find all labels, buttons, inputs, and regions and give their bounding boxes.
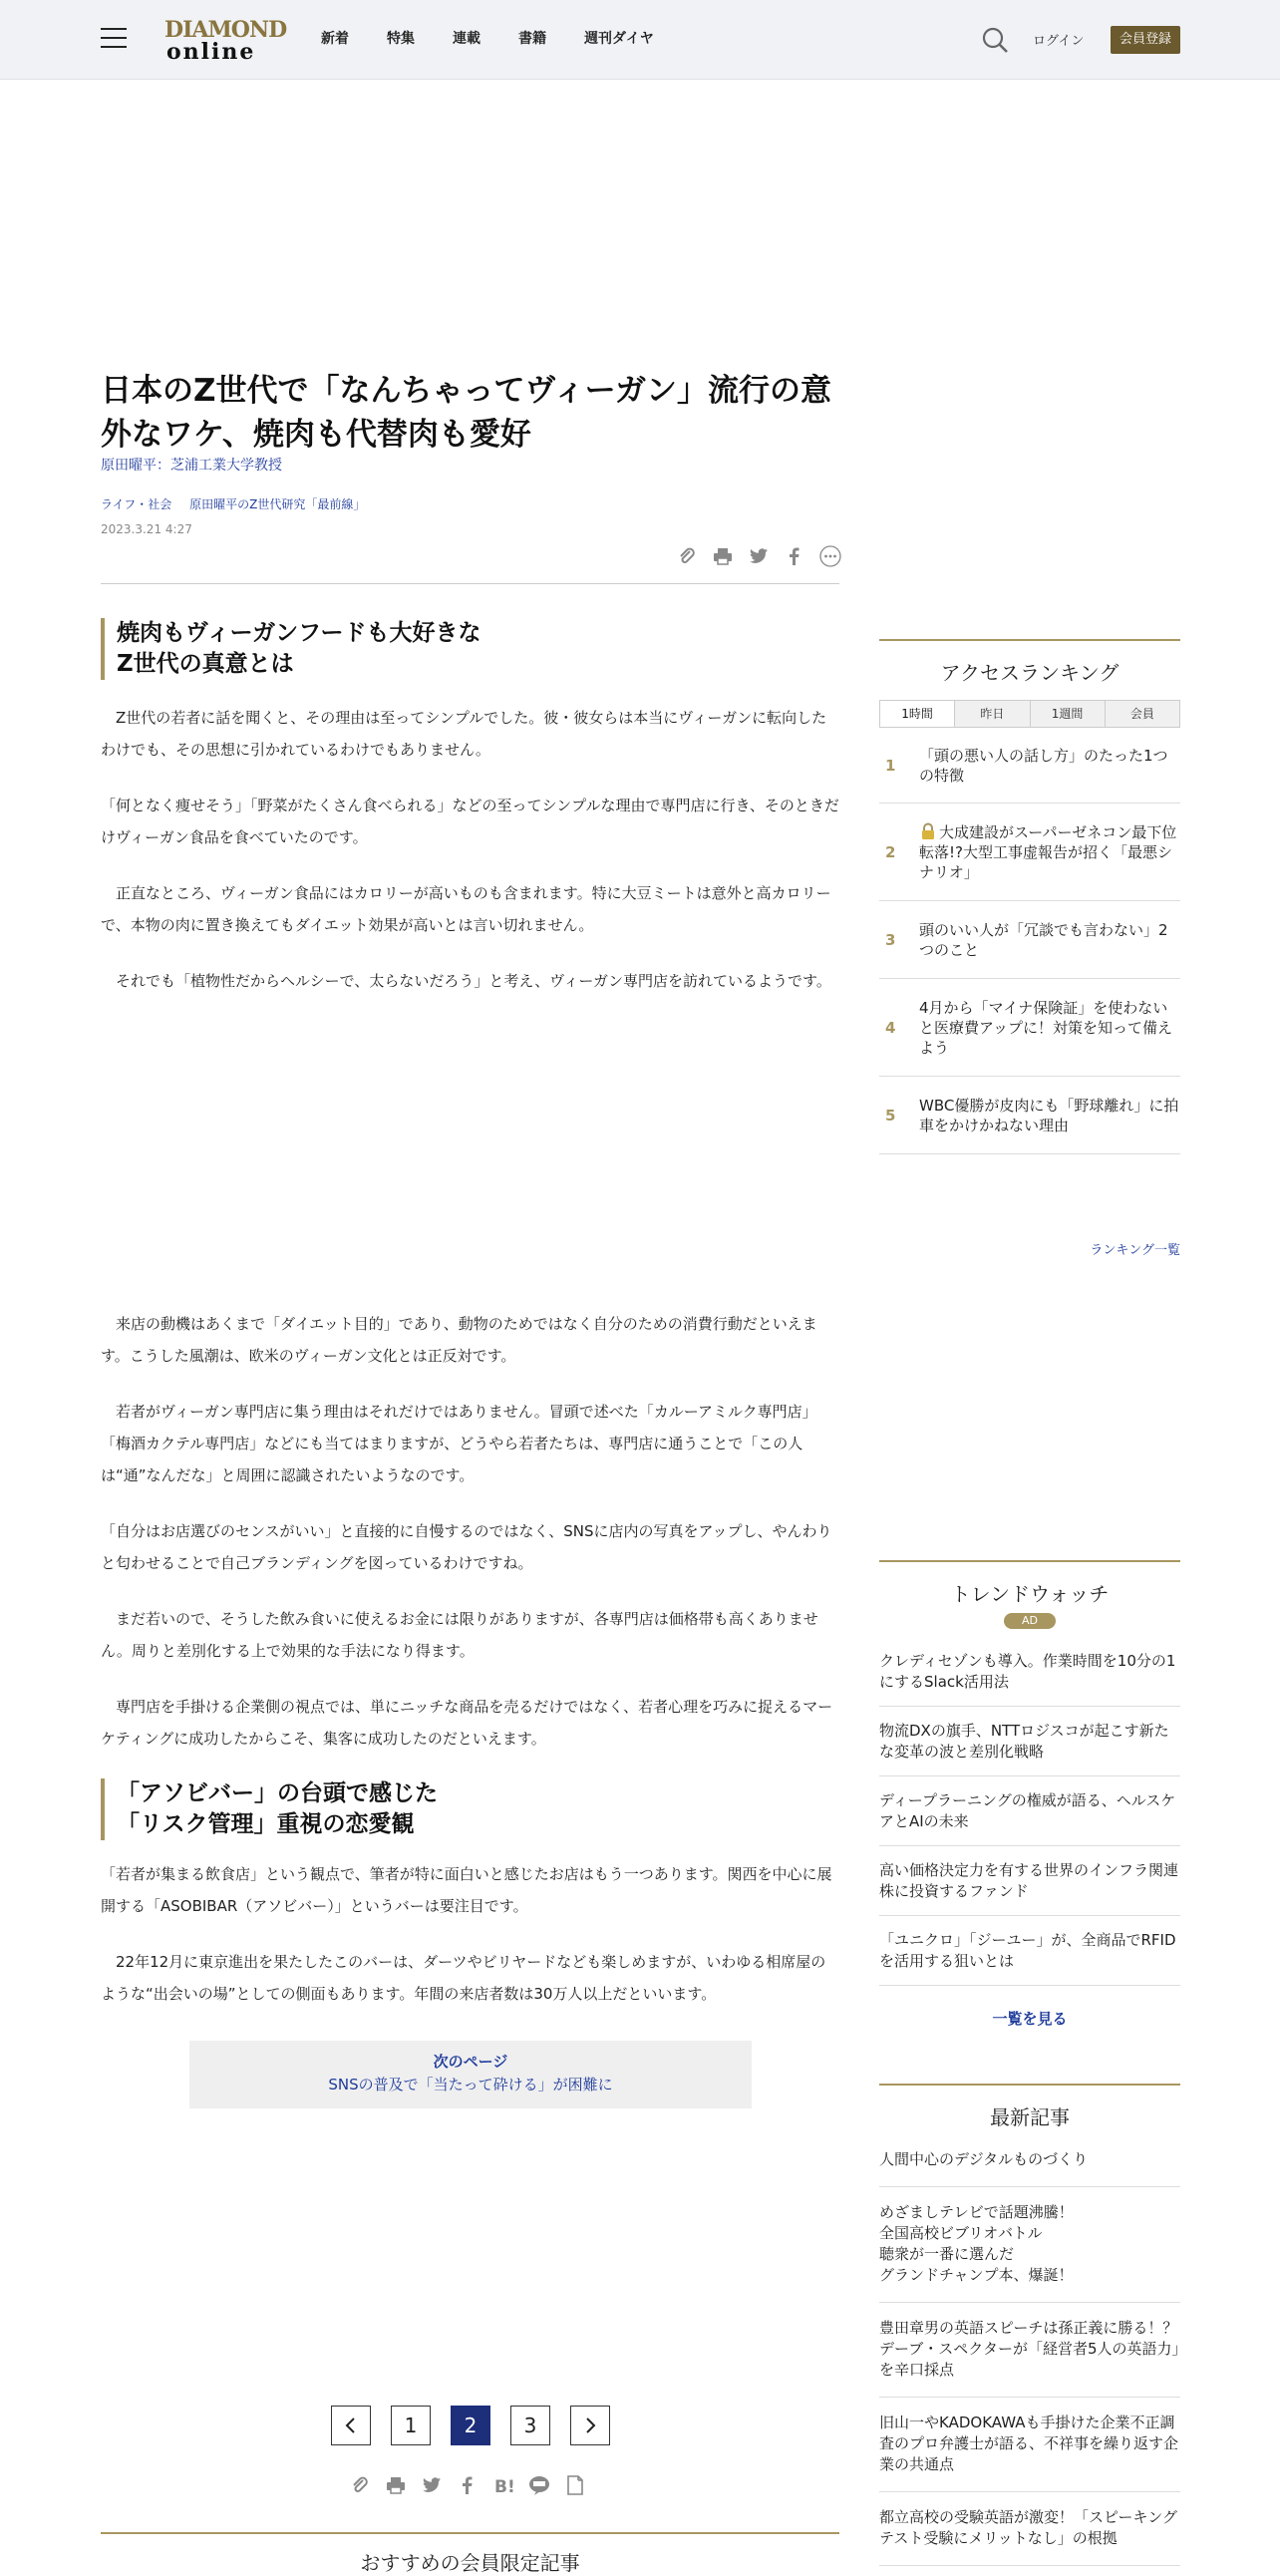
svg-text:B!: B! bbox=[494, 2477, 515, 2497]
nav-feature[interactable]: 特集 bbox=[387, 31, 415, 47]
logo-line1: DIAMOND bbox=[164, 17, 287, 43]
ranking-more-link[interactable]: ランキング一覧 bbox=[1090, 1243, 1180, 1258]
pocket-note-icon[interactable] bbox=[564, 2474, 586, 2496]
twitter-icon[interactable] bbox=[421, 2474, 443, 2496]
clip-icon[interactable] bbox=[349, 2474, 371, 2496]
share-bar-bottom bbox=[349, 2474, 600, 2496]
rank-text-wrap bbox=[919, 822, 1180, 882]
latest-item[interactable]: 豊田章男の英語スピーチは孫正義に勝る！？デーブ・スペクターが「経営者5人の英語力」を辛口採点 bbox=[879, 2303, 1180, 2398]
rank-number: 3 bbox=[885, 930, 896, 949]
ranking-item[interactable] bbox=[879, 804, 1180, 901]
ad-badge: AD bbox=[1004, 1613, 1056, 1629]
recommend-title: おすすめの会員限定記事 bbox=[360, 2551, 580, 2575]
divider bbox=[101, 2532, 839, 2534]
heading-line: 「アソビバー」の台頭で感じた bbox=[117, 1780, 438, 1806]
ranking-tabs bbox=[879, 700, 1180, 728]
ranking-item[interactable] bbox=[879, 979, 1180, 1077]
heading-line: 焼肉もヴィーガンフードも大好きな bbox=[117, 620, 481, 646]
latest-articles bbox=[879, 2084, 1180, 2566]
tab-hour[interactable]: 1時間 bbox=[880, 701, 954, 727]
tab-yesterday[interactable]: 昨日 bbox=[954, 701, 1029, 727]
nav-new[interactable]: 新着 bbox=[321, 31, 349, 47]
prev-page-button[interactable] bbox=[331, 2406, 371, 2445]
rank-text: 4月から「マイナ保険証」を使わないと医療費アップに！対策を知って備えよう bbox=[919, 998, 1172, 1057]
trend-item[interactable]: クレディセゾンも導入。作業時間を10分の1にするSlack活用法 bbox=[879, 1637, 1180, 1707]
rank-text: 頭のいい人が「冗談でも言わない」2つのこと bbox=[919, 920, 1168, 959]
divider bbox=[879, 639, 1180, 641]
pagination bbox=[331, 2406, 630, 2445]
login-link[interactable]: ログイン bbox=[1033, 34, 1085, 49]
article-author[interactable]: 原田曜平：芝浦工業大学教授 bbox=[101, 458, 282, 474]
rank-number: 1 bbox=[885, 756, 896, 775]
paragraph: それでも「植物性だからヘルシーで、太らないだろう」と考え、ヴィーガン専門店を訪れているようです。 bbox=[116, 972, 831, 990]
divider bbox=[879, 2084, 1180, 2086]
main-nav bbox=[321, 28, 692, 48]
divider bbox=[101, 583, 839, 584]
rank-number: 2 bbox=[885, 842, 896, 861]
site-header bbox=[0, 0, 1280, 80]
tab-week[interactable]: 1週間 bbox=[1030, 701, 1105, 727]
trend-item[interactable]: 高い価格決定力を有する世界のインフラ関連株に投資するファンド bbox=[879, 1846, 1180, 1916]
trend-watch bbox=[879, 1560, 1180, 2029]
line-icon[interactable] bbox=[528, 2474, 550, 2496]
lock-icon bbox=[919, 822, 937, 840]
ranking-title: アクセスランキング bbox=[940, 661, 1120, 685]
trend-item[interactable]: ディープラーニングの権威が語る、ヘルスケアとAIの未来 bbox=[879, 1776, 1180, 1846]
divider bbox=[879, 1560, 1180, 1562]
trend-item[interactable]: 物流DXの旗手、NTTロジスコが起こす新たな変革の波と差別化戦略 bbox=[879, 1707, 1180, 1776]
share-bar-top bbox=[662, 545, 841, 567]
paragraph: 22年12月に東京進出を果たしたこのバーは、ダーツやビリヤードなども楽しめますが、いわゆる相席屋のような“出会いの場”としての側面もあります。年間の来店者数は30万人以上だといいます。 bbox=[101, 1953, 826, 2003]
page-3-button[interactable]: 3 bbox=[510, 2406, 550, 2445]
article-date: 2023.3.21 4:27 bbox=[101, 522, 192, 536]
nav-series[interactable]: 連載 bbox=[453, 31, 480, 47]
facebook-icon[interactable] bbox=[457, 2474, 479, 2496]
access-ranking bbox=[879, 639, 1180, 1154]
paragraph: 「自分はお店選びのセンスがいい」と直接的に自慢するのではなく、SNSに店内の写真をアップし、やんわりと匂わせることで自己ブランディングを図っているわけですね。 bbox=[101, 1522, 832, 1572]
ranking-item[interactable] bbox=[879, 1077, 1180, 1154]
article-categories bbox=[101, 495, 379, 512]
logo-line2: online bbox=[166, 39, 256, 65]
paragraph: 若者がヴィーガン専門店に集う理由はそれだけではありません。冒頭で述べた「カルーアミルク専門店」「梅酒カクテル専門店」などにも当てはまりますが、どうやら若者たちは、専門店に通うことで「この人は“通”なんだな」と周囲に認識されたいようなのです。 bbox=[101, 1403, 817, 1484]
paragraph: 専門店を手掛ける企業側の視点では、単にニッチな商品を売るだけではなく、若者心理を巧みに捉えるマーケティングに成功したからこそ、集客に成功したのだといえます。 bbox=[101, 1698, 833, 1748]
more-share-icon[interactable] bbox=[819, 545, 841, 567]
site-logo[interactable] bbox=[164, 17, 287, 65]
heading-line: Z世代の真意とは bbox=[117, 651, 294, 677]
latest-item[interactable]: 人間中心のデジタルものづくり bbox=[879, 2134, 1180, 2187]
section-heading-2 bbox=[101, 1778, 818, 1840]
article-title: 日本のZ世代で「なんちゃってヴィーガン」流行の意外なワケ、焼肉も代替肉も愛好 bbox=[101, 373, 831, 453]
trend-title: トレンドウォッチ bbox=[950, 1582, 1110, 1606]
facebook-icon[interactable] bbox=[784, 545, 805, 567]
hatena-bookmark-icon[interactable] bbox=[492, 2474, 514, 2496]
rank-text: 「頭の悪い人の話し方」のたった1つの特徴 bbox=[919, 746, 1168, 785]
paragraph: 「何となく痩せそう」「野菜がたくさん食べられる」などの至ってシンプルな理由で専門店に行き、そのときだけヴィーガン食品を食べていたのです。 bbox=[101, 797, 839, 846]
rank-number: 4 bbox=[885, 1018, 896, 1037]
clip-icon[interactable] bbox=[676, 545, 698, 567]
rank-number: 5 bbox=[885, 1106, 896, 1125]
rank-text: WBC優勝が皮肉にも「野球離れ」に拍車をかけかねない理由 bbox=[919, 1096, 1179, 1134]
latest-item[interactable]: 都立高校の受験英語が激変！「スピーキングテスト受験にメリットなし」の根拠 bbox=[879, 2492, 1180, 2566]
section-heading-1 bbox=[101, 618, 818, 680]
category-link[interactable]: ライフ・社会 bbox=[101, 497, 172, 511]
latest-title: 最新記事 bbox=[990, 2105, 1070, 2129]
paragraph: 「若者が集まる飲食店」という観点で、筆者が特に面白いと感じたお店はもう一つあります。関西を中心に展開する「ASOBIBAR（アソビバー）」というバーは要注目です。 bbox=[101, 1865, 832, 1915]
nav-weekly[interactable]: 週刊ダイヤ bbox=[584, 31, 654, 47]
tab-members[interactable]: 会員 bbox=[1105, 701, 1179, 727]
page-1-button[interactable]: 1 bbox=[391, 2406, 431, 2445]
next-page-label: 次のページ bbox=[433, 2053, 508, 2071]
latest-item[interactable]: めざましテレビで話題沸騰！ 全国高校ビブリオバトル 聴衆が一番に選んだ グランドチャンプ本、爆誕！ bbox=[879, 2187, 1180, 2303]
menu-icon[interactable] bbox=[101, 28, 127, 50]
next-page-box[interactable] bbox=[189, 2041, 752, 2108]
paragraph: 正直なところ、ヴィーガン食品にはカロリーが高いものも含まれます。特に大豆ミートは意外と高カロリーで、本物の肉に置き換えてもダイエット効果が高いとは言い切れません。 bbox=[101, 884, 831, 934]
series-link[interactable]: 原田曜平のZ世代研究「最前線」 bbox=[189, 497, 366, 511]
print-icon[interactable] bbox=[385, 2474, 407, 2496]
ranking-item[interactable] bbox=[879, 901, 1180, 979]
twitter-icon[interactable] bbox=[748, 545, 770, 567]
next-page-title: SNSの普及で「当たって砕ける」が困難に bbox=[328, 2076, 613, 2093]
trend-item[interactable]: 「ユニクロ」「ジーユー」が、全商品でRFIDを活用する狙いとは bbox=[879, 1916, 1180, 1986]
page-2-button[interactable]: 2 bbox=[451, 2406, 490, 2445]
latest-item[interactable]: 旧山一やKADOKAWAも手掛けた企業不正調査のプロ弁護士が語る、不祥事を繰り返す企業の共通点 bbox=[879, 2398, 1180, 2492]
paragraph: Z世代の若者に話を聞くと、その理由は至ってシンプルでした。彼・彼女らは本当にヴィーガンに転向したわけでも、その思想に引かれているわけでもありません。 bbox=[101, 709, 827, 759]
register-button[interactable]: 会員登録 bbox=[1111, 26, 1180, 54]
paragraph: 来店の動機はあくまで「ダイエット目的」であり、動物のためではなく自分のための消費行動だといえます。こうした風潮は、欧米のヴィーガン文化とは正反対です。 bbox=[101, 1315, 817, 1365]
rank-text: 大成建設がスーパーゼネコン最下位転落!?大型工事虚報告が招く「最悪シナリオ」 bbox=[919, 822, 1177, 881]
paragraph: まだ若いので、そうした飲み食いに使えるお金には限りがありますが、各専門店は価格帯も高くありません。周りと差別化する上で効果的な手法になり得ます。 bbox=[101, 1610, 818, 1660]
trend-more-link[interactable]: 一覧を見る bbox=[992, 2010, 1068, 2028]
next-page-button[interactable] bbox=[570, 2406, 610, 2445]
nav-books[interactable]: 書籍 bbox=[518, 31, 546, 47]
print-icon[interactable] bbox=[712, 545, 734, 567]
heading-line: 「リスク管理」重視の恋愛観 bbox=[117, 1811, 415, 1837]
ranking-item[interactable] bbox=[879, 728, 1180, 804]
search-icon[interactable] bbox=[981, 26, 1009, 54]
